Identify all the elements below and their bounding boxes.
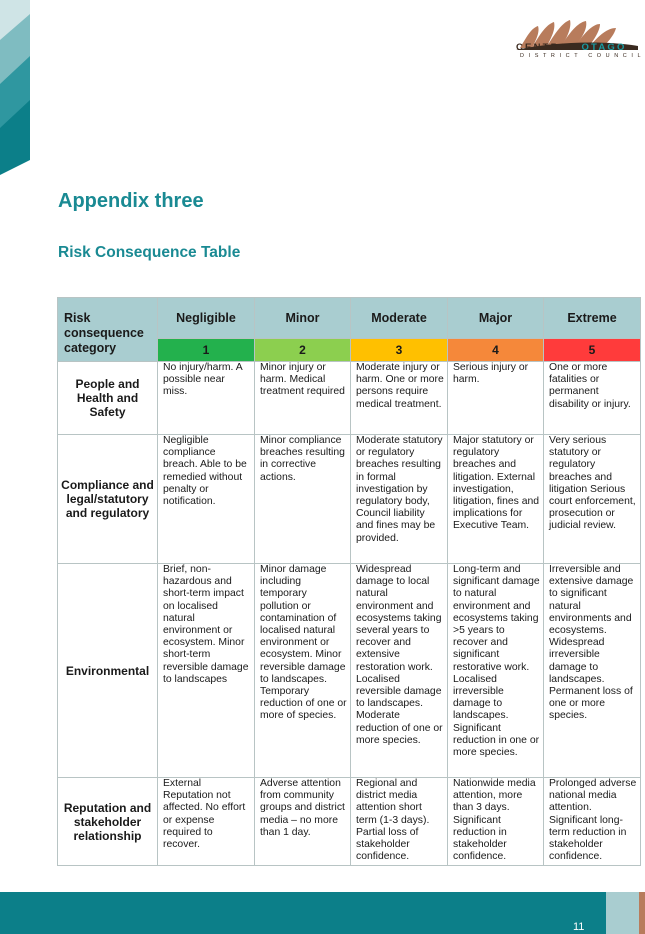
logo-word-otago: OTAGO <box>581 42 627 53</box>
table-cell: Major statutory or regulatory breaches and litigation. External investigation, litigation, fines and implications for Executive Team. <box>448 435 544 564</box>
level-number-5: 5 <box>544 339 641 362</box>
table-cell: No injury/harm. A possible near miss. <box>158 362 255 435</box>
level-header-moderate: Moderate <box>351 298 448 339</box>
category-header: Risk consequence category <box>58 298 158 362</box>
page-heading: Appendix three <box>58 190 204 212</box>
page-subheading: Risk Consequence Table <box>58 244 241 261</box>
level-number-2: 2 <box>255 339 351 362</box>
level-header-minor: Minor <box>255 298 351 339</box>
table-row <box>58 778 641 866</box>
footer-band <box>0 892 606 934</box>
table-cell: Serious injury or harm. <box>448 362 544 435</box>
level-header-negligible: Negligible <box>158 298 255 339</box>
table-cell: One or more fatalities or permanent disability or injury. <box>544 362 641 435</box>
table-header-row <box>58 298 641 339</box>
table-row <box>58 362 641 435</box>
logo-wordmark <box>516 42 627 53</box>
table-cell: Moderate statutory or regulatory breaches resulting in formal investigation by regulatory body, Council liability and fines may be provided. <box>351 435 448 564</box>
logo-subtitle: DISTRICT COUNCIL <box>520 53 645 59</box>
table-cell: Minor damage including temporary pollution or contamination of localised natural environment or ecosystem. Minor reversible damage to landscapes. Temporary reduction of one or more of species. <box>255 564 351 778</box>
table-cell: Minor compliance breaches resulting in corrective actions. <box>255 435 351 564</box>
table-row <box>58 564 641 778</box>
row-category: Reputation and stakeholder relationship <box>58 778 158 866</box>
row-category: Compliance and legal/statutory and regulatory <box>58 435 158 564</box>
page-number: 11 <box>573 921 585 933</box>
table-cell: External Reputation not affected. No effort or expense required to recover. <box>158 778 255 866</box>
level-number-4: 4 <box>448 339 544 362</box>
table-cell: Widespread damage to local natural environment and ecosystems taking several years to recover and extensive restoration work. Localised reversible damage to landscapes. Moderate reduction of one or more species. <box>351 564 448 778</box>
table-cell: Very serious statutory or regulatory breaches and litigation Serious court enforcement, prosecution or judicial review. <box>544 435 641 564</box>
footer-accent <box>606 892 639 934</box>
table-cell: Prolonged adverse national media attention. Significant long-term reduction in stakeholder confidence. <box>544 778 641 866</box>
table-cell: Regional and district media attention short term (1-3 days). Partial loss of stakeholder confidence. <box>351 778 448 866</box>
table-cell: Brief, non-hazardous and short-term impact on localised natural environment or ecosystem. Minor short-term reversible damage to landscapes <box>158 564 255 778</box>
table-cell: Negligible compliance breach. Able to be remedied without penalty or notification. <box>158 435 255 564</box>
level-header-major: Major <box>448 298 544 339</box>
decorative-edge-graphic <box>0 0 30 175</box>
risk-consequence-table <box>57 297 641 866</box>
logo-word-central: CENTRAL <box>516 42 577 53</box>
row-category: Environmental <box>58 564 158 778</box>
table-cell: Long-term and significant damage to natural environment and ecosystems taking >5 years to recover and significant restorative work. Localised irreversible damage to landscapes. Significant reduction in one or more species. <box>448 564 544 778</box>
row-category: People and Health and Safety <box>58 362 158 435</box>
level-number-3: 3 <box>351 339 448 362</box>
table-cell: Moderate injury or harm. One or more persons require medical treatment. <box>351 362 448 435</box>
level-number-1: 1 <box>158 339 255 362</box>
table-cell: Minor injury or harm. Medical treatment required <box>255 362 351 435</box>
footer-edge-accent <box>639 892 645 934</box>
table-row <box>58 435 641 564</box>
table-cell: Nationwide media attention, more than 3 days. Significant reduction in stakeholder confidence. <box>448 778 544 866</box>
table-cell: Irreversible and extensive damage to significant natural environments and ecosystems. Widespread irreversible damage to landscapes. Permanent loss of one or more species. <box>544 564 641 778</box>
table-cell: Adverse attention from community groups and district media – no more than 1 day. <box>255 778 351 866</box>
level-header-extreme: Extreme <box>544 298 641 339</box>
